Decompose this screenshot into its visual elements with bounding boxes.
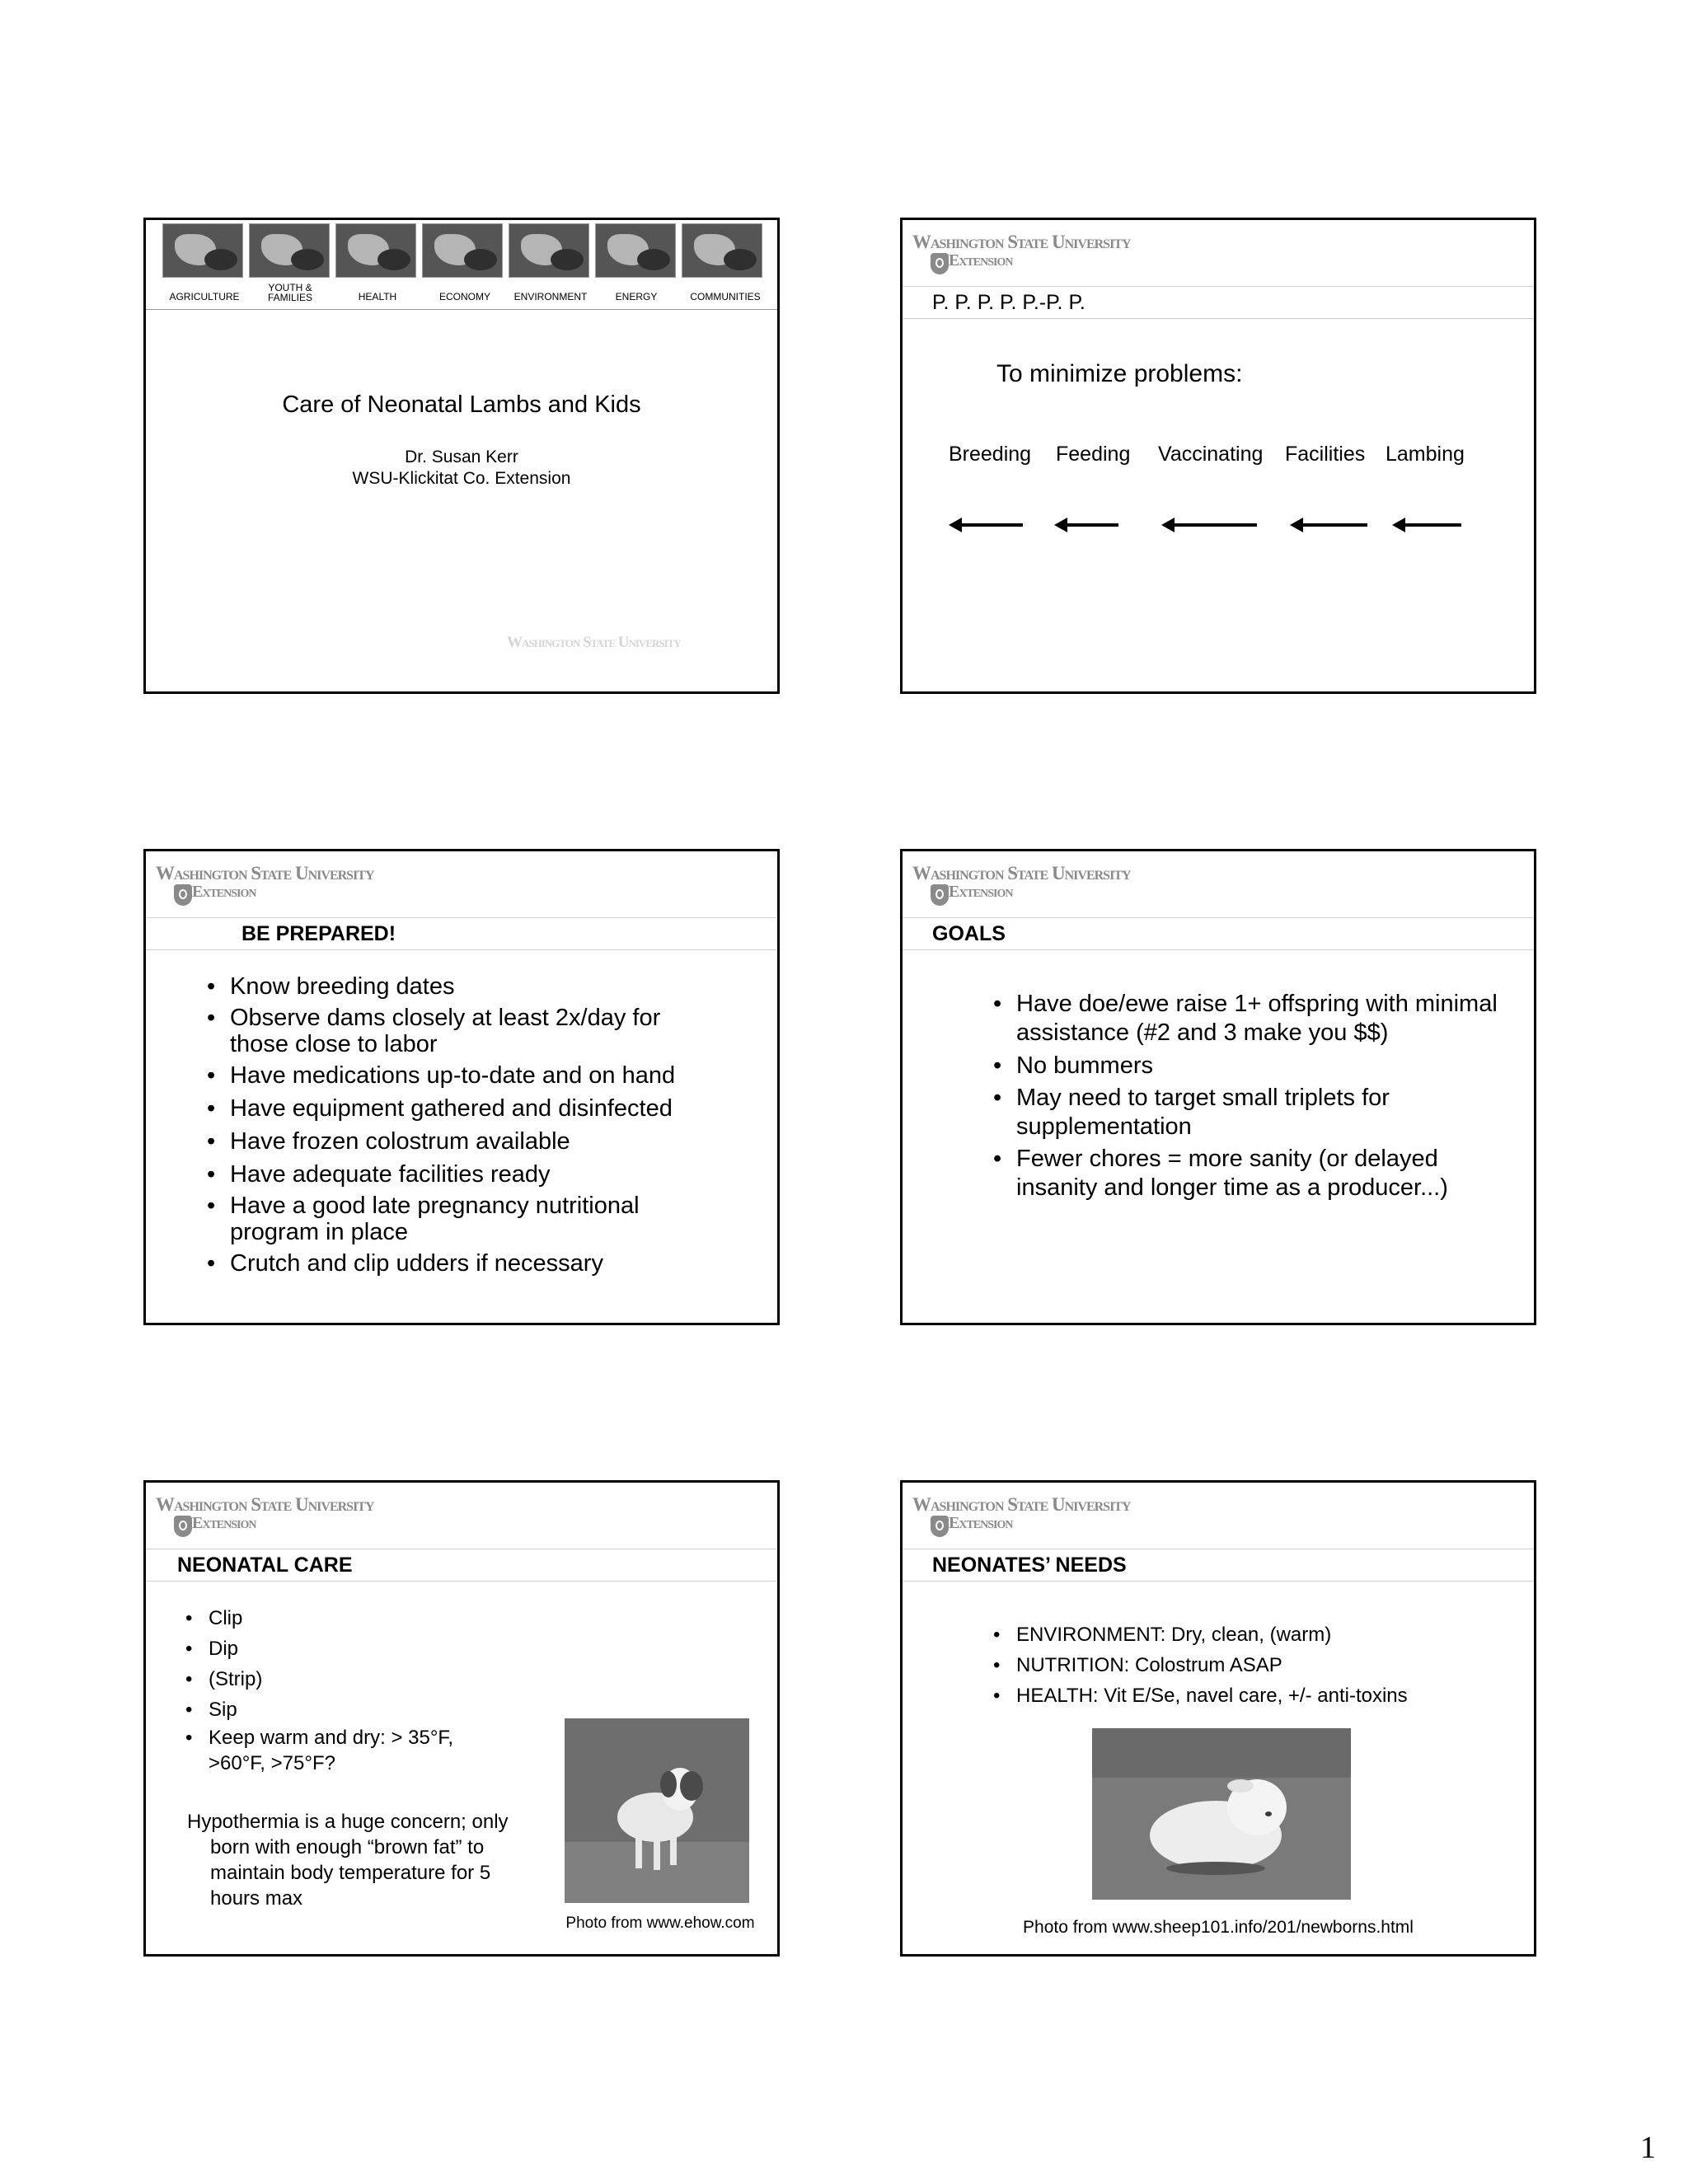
- slide-title: NEONATES’ NEEDS: [932, 1554, 1127, 1577]
- slide-subtitle: To minimize problems:: [996, 360, 1243, 387]
- slide-title: P. P. P. P. P.-P. P.: [932, 291, 1085, 314]
- bullet-list: [993, 990, 1512, 1202]
- list-item: • Keep warm and dry: > 35°F, >60°F, >75°F?: [185, 1725, 481, 1776]
- bullet-list: [207, 972, 718, 1278]
- wsu-logo-line1: Washington State University: [912, 1494, 1131, 1515]
- photo-credit: Photo from www.sheep101.info/201/newborns.html: [1023, 1918, 1414, 1937]
- wsu-logo-line2: Extension: [949, 883, 1013, 901]
- header-bar: [146, 917, 777, 950]
- health-photo: [335, 223, 416, 278]
- slide-4: [900, 849, 1536, 1325]
- category-environment: ENVIRONMENT: [513, 291, 588, 302]
- slide-1: [143, 218, 780, 694]
- list-item: • Fewer chores = more sanity (or delayed insanity and longer time as a producer...): [993, 1145, 1512, 1202]
- wsu-logo-line1: Washington State University: [156, 863, 374, 883]
- step-lambing: Lambing: [1386, 443, 1465, 466]
- wsu-logo: [912, 863, 1176, 909]
- wsu-seal-icon: [174, 1516, 192, 1537]
- list-item: • Have frozen colostrum available: [207, 1127, 718, 1156]
- category-youth-line: YOUTH &: [268, 282, 312, 293]
- category-communities: COMMUNITIES: [690, 291, 761, 302]
- slide-6: [900, 1480, 1536, 1957]
- wsu-logo: [156, 863, 420, 909]
- wsu-logo-line2: Extension: [949, 1514, 1013, 1532]
- goat-kid-photo: [565, 1718, 749, 1903]
- wsu-seal-icon: [931, 884, 949, 906]
- wsu-logo-line2: Extension: [192, 1514, 256, 1532]
- list-item: • Have medications up-to-date and on hand: [207, 1061, 718, 1090]
- presentation-title: Care of Neonatal Lambs and Kids: [282, 391, 641, 418]
- wsu-logo: [912, 1494, 1176, 1540]
- category-families-line: FAMILIES: [267, 292, 313, 303]
- arrow-left-icon: [1404, 523, 1461, 527]
- category-youth-families: [245, 283, 335, 302]
- wsu-seal-icon: [931, 1516, 949, 1537]
- step-facilities: Facilities: [1285, 443, 1366, 466]
- bullet-list: [993, 1619, 1504, 1711]
- wsu-logo-line1: Washington State University: [912, 232, 1131, 252]
- wsu-logo: [156, 1494, 420, 1540]
- slide-5: [143, 1480, 780, 1957]
- category-energy: ENERGY: [615, 291, 658, 302]
- list-item: • HEALTH: Vit E/Se, navel care, +/- anti-toxins: [993, 1680, 1504, 1711]
- communities-photo: [682, 223, 762, 278]
- environment-photo: [509, 223, 589, 278]
- newborn-lamb-photo: [1092, 1728, 1351, 1900]
- agriculture-photo: [162, 223, 243, 278]
- arrow-left-icon: [1173, 523, 1257, 527]
- goat-kid-image: [565, 1718, 749, 1903]
- step-feeding: Feeding: [1056, 443, 1131, 466]
- category-health: HEALTH: [358, 291, 397, 302]
- list-item: • Know breeding dates: [207, 972, 718, 1001]
- list-item: • Crutch and clip udders if necessary: [207, 1249, 718, 1278]
- arrow-left-icon: [1301, 523, 1367, 527]
- list-item: • Dip: [185, 1633, 499, 1664]
- list-item: • No bummers: [993, 1051, 1512, 1080]
- list-item: • Observe dams closely at least 2x/day for those close to labor: [207, 1005, 718, 1057]
- youth-photo: [249, 223, 330, 278]
- wsu-logo-line1: Washington State University: [912, 863, 1131, 883]
- arrow-left-icon: [1066, 523, 1118, 527]
- wsu-logo-line1: Washington State University: [156, 1494, 374, 1515]
- list-item: • Clip: [185, 1603, 499, 1633]
- economy-photo: [422, 223, 503, 278]
- wsu-seal-icon: [174, 884, 192, 906]
- list-item: • Have adequate facilities ready: [207, 1160, 718, 1189]
- hypothermia-note: Hypothermia is a huge concern; only born with enough “brown fat” to maintain body temperature for 5 hours max: [187, 1811, 509, 1910]
- list-item: • May need to target small triplets for supplementation: [993, 1084, 1445, 1141]
- wsu-logo: [912, 232, 1176, 278]
- step-breeding: Breeding: [949, 443, 1032, 466]
- slide-title: NEONATAL CARE: [177, 1554, 353, 1577]
- slide-title: BE PREPARED!: [241, 922, 396, 945]
- author-affiliation: WSU-Klickitat Co. Extension: [352, 469, 571, 488]
- category-agriculture: AGRICULTURE: [169, 291, 240, 302]
- author-name: Dr. Susan Kerr: [405, 448, 518, 466]
- list-item: • Have a good late pregnancy nutritional program in place: [207, 1193, 675, 1245]
- energy-photo: [595, 223, 676, 278]
- wsu-logo-line2: Extension: [949, 251, 1013, 269]
- category-economy: ECONOMY: [438, 291, 490, 302]
- bullet-list: [185, 1603, 499, 1776]
- slide-2: [900, 218, 1536, 694]
- slide-3: [143, 849, 780, 1325]
- list-item: • (Strip): [185, 1664, 499, 1694]
- newborn-lamb-image: [1092, 1728, 1351, 1900]
- step-vaccinating: Vaccinating: [1158, 443, 1264, 466]
- list-item: • Have doe/ewe raise 1+ offspring with minimal assistance (#2 and 3 make you $$): [993, 990, 1512, 1047]
- arrow-left-icon: [960, 523, 1023, 527]
- page-number: 1: [1640, 2130, 1656, 2165]
- slide-title: GOALS: [932, 922, 1006, 945]
- list-item: • NUTRITION: Colostrum ASAP: [993, 1650, 1504, 1680]
- wsu-watermark: [507, 634, 681, 652]
- list-item: • Have equipment gathered and disinfected: [207, 1094, 718, 1123]
- list-item: • ENVIRONMENT: Dry, clean, (warm): [993, 1619, 1504, 1650]
- list-item: • Sip: [185, 1694, 499, 1725]
- wsu-seal-icon: [931, 253, 949, 274]
- watermark-line: Washington State University: [507, 634, 681, 651]
- category-row: [146, 281, 777, 310]
- photo-credit: Photo from www.ehow.com: [565, 1915, 755, 1932]
- wsu-logo-line2: Extension: [192, 883, 256, 901]
- photo-strip: [162, 223, 764, 279]
